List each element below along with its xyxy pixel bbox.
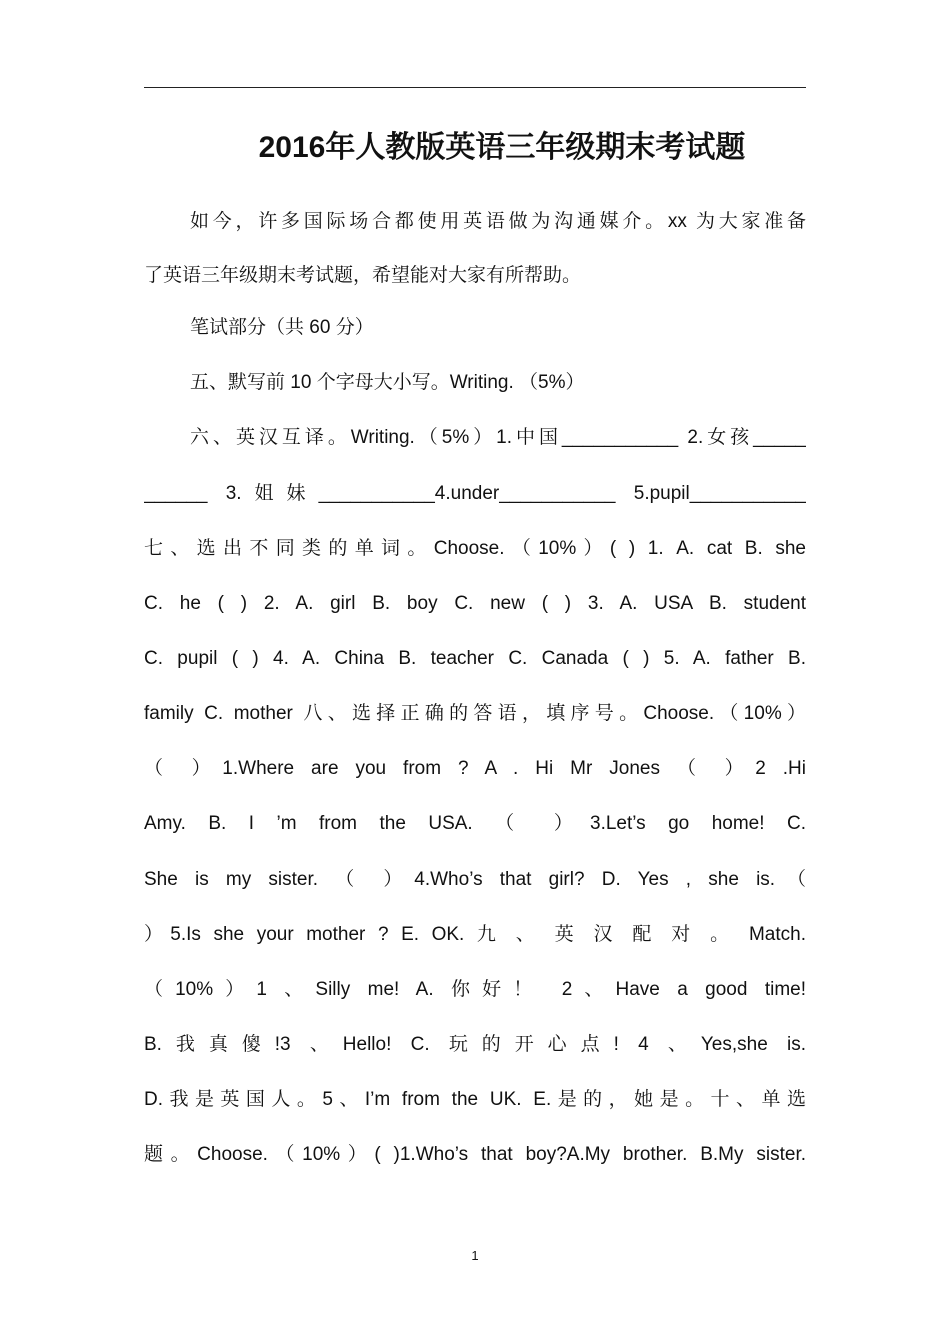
question-eight-line-2: （ ）1.Where are you from ? A . Hi Mr Jones （ ）2 .Hi <box>144 758 806 779</box>
question-nine-line-3: B.我真傻!3 、Hello! C. 玩的开心点! 4 、Yes,she is. <box>144 1034 806 1055</box>
header-rule <box>144 87 806 88</box>
intro-line-1: 如今，许多国际场合都使用英语做为沟通媒介。xx 为大家准备 <box>190 211 806 232</box>
section-heading-written: 笔试部分（共 60 分） <box>190 317 374 338</box>
question-five: 五、默写前 10 个字母大小写。Writing. （5%） <box>190 372 585 393</box>
question-seven-line-3: C. pupil ( ) 4. A. China B. teacher C. Canada ( ) 5. A. father B. <box>144 648 806 669</box>
page-number: 1 <box>471 1248 479 1263</box>
question-ten-line-1: 题。Choose.（10%）( )1.Who’s that boy?A.My brother. B.My sister. <box>144 1144 806 1165</box>
question-eight-line-4: She is my sister. （ ）4.Who’s that girl? D. Yes , she is.（ <box>144 869 806 890</box>
question-eight-line-1: family C. mother 八、选择正确的答语，填序号。Choose.（10%） <box>144 703 806 724</box>
question-six-line-1: 六、英汉互译。Writing.（5%）1.中国___________ 2.女孩_____ <box>190 427 806 448</box>
document-title: 2016年人教版英语三年级期末考试题 <box>258 131 746 164</box>
question-nine-line-2: （10%）1 、Silly me! A. 你好！ 2、Have a good time! <box>144 979 806 1000</box>
question-nine-line-4: D.我是英国人。5、I’m from the UK. E.是的，她是。十、单选 <box>144 1089 806 1110</box>
question-nine-line-1: ）5.Is she your mother ? E. OK. 九 、 英 汉 配 对 。 Match. <box>144 924 806 945</box>
question-six-line-2: ______ 3.姐妹___________4.under___________ 5.pupil___________ <box>144 483 806 504</box>
question-seven-line-2: C. he ( ) 2. A. girl B. boy C. new ( ) 3. A. USA B. student <box>144 593 806 614</box>
question-eight-line-3: Amy. B. I ’m from the USA. （ ）3.Let’s go home! C. <box>144 813 806 834</box>
intro-line-2: 了英语三年级期末考试题，希望能对大家有所帮助。 <box>144 265 582 286</box>
question-seven-line-1: 七、选出不同类的单词。Choose.（10%）( ) 1. A. cat B. she <box>144 538 806 559</box>
